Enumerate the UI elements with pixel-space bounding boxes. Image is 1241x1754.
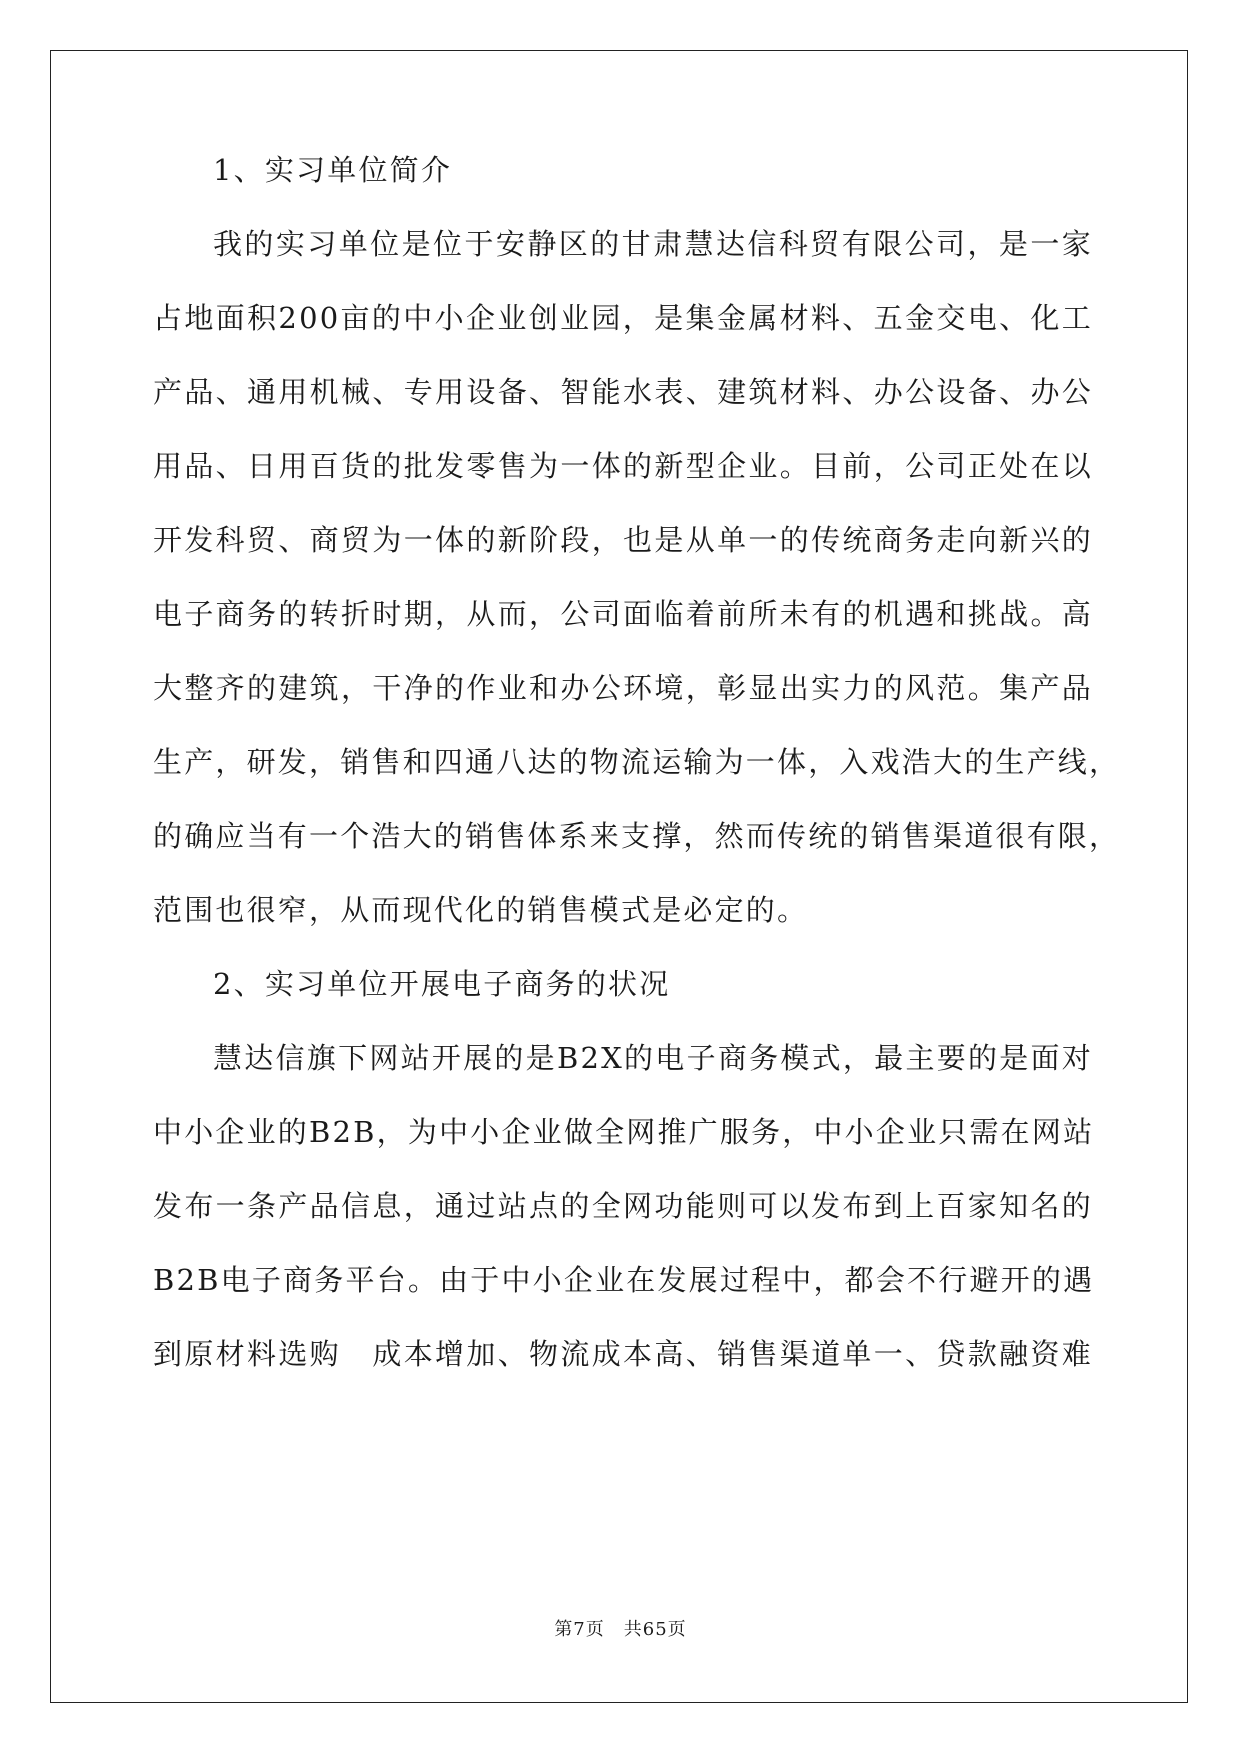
paragraph-line: 开发科贸、商贸为一体的新阶段，也是从单一的传统商务走向新兴的 <box>153 523 1093 557</box>
paragraph-line: 产品、通用机械、专用设备、智能水表、建筑材料、办公设备、办公 <box>153 375 1093 409</box>
paragraph-line: B2B电子商务平台。由于中小企业在发展过程中，都会不行避开的遇 <box>153 1263 1095 1297</box>
section-heading: 1、实习单位简介 <box>213 153 453 187</box>
paragraph-line: 慧达信旗下网站开展的是B2X的电子商务模式，最主要的是面对 <box>213 1041 1093 1075</box>
paragraph-line: 范围也很窄，从而现代化的销售模式是必定的。 <box>153 893 809 927</box>
paragraph-line: 的确应当有一个浩大的销售体系来支撑，然而传统的销售渠道很有限， <box>153 819 1121 853</box>
paragraph-line: 我的实习单位是位于安静区的甘肃慧达信科贸有限公司，是一家 <box>213 227 1093 261</box>
page-number: 第7页 共65页 <box>554 1619 687 1640</box>
paragraph-line: 大整齐的建筑，干净的作业和办公环境，彰显出实力的风范。集产品 <box>153 671 1093 705</box>
paragraph-line: 电子商务的转折时期，从而，公司面临着前所未有的机遇和挑战。高 <box>153 597 1093 631</box>
paragraph-line: 生产，研发，销售和四通八达的物流运输为一体，入戏浩大的生产线， <box>153 745 1121 779</box>
paragraph-line: 发布一条产品信息，通过站点的全网功能则可以发布到上百家知名的 <box>153 1189 1093 1223</box>
paragraph-line: 到原材料选购 成本增加、物流成本高、销售渠道单一、贷款融资难 <box>153 1337 1093 1371</box>
section-heading: 2、实习单位开展电子商务的状况 <box>213 967 671 1001</box>
paragraph-line: 用品、日用百货的批发零售为一体的新型企业。目前，公司正处在以 <box>153 449 1093 483</box>
paragraph-line: 占地面积200亩的中小企业创业园，是集金属材料、五金交电、化工 <box>153 301 1093 335</box>
paragraph-line: 中小企业的B2B，为中小企业做全网推广服务，中小企业只需在网站 <box>153 1115 1095 1149</box>
